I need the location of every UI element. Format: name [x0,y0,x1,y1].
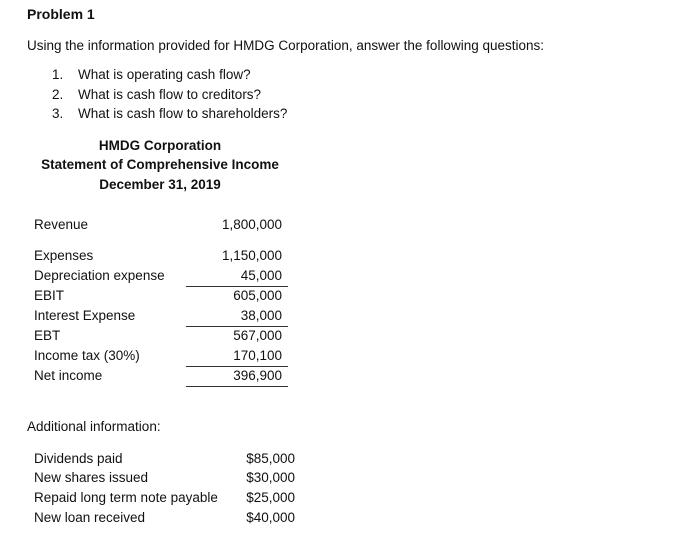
question-text: What is cash flow to shareholders? [78,106,288,121]
row-label: Depreciation expense [34,268,165,283]
row-value: 396,900 [233,368,282,383]
question-text: What is cash flow to creditors? [78,87,262,102]
row-value: 45,000 [240,268,282,283]
row-value: 170,100 [233,348,282,363]
additional-value: $25,000 [246,490,295,505]
problem-intro: Using the information provided for HMDG Corporation, answer the following questions: [27,38,545,53]
additional-label: New loan received [34,510,146,525]
additional-value: $30,000 [246,470,295,485]
row-value: 605,000 [233,288,282,303]
subtotal-rule [186,366,288,367]
row-label: Income tax (30%) [34,348,140,363]
row-value: 1,800,000 [221,217,282,232]
question-number: 2. [52,87,64,102]
question-number: 1. [52,67,64,82]
subtotal-rule [186,326,288,327]
problem-title: Problem 1 [27,6,95,22]
statement-date: December 31, 2019 [99,177,221,192]
row-value: 1,150,000 [221,248,282,263]
question-number: 3. [52,106,64,121]
row-value: 567,000 [233,328,282,343]
row-label: Revenue [34,217,89,232]
additional-value: $85,000 [246,451,295,466]
row-label: Expenses [34,248,94,263]
total-rule [186,386,288,387]
statement-company: HMDG Corporation [98,138,222,153]
additional-label: Dividends paid [34,451,123,466]
question-text: What is operating cash flow? [78,67,251,82]
row-label: EBIT [34,288,65,303]
additional-label: New shares issued [34,470,149,485]
subtotal-rule [186,286,288,287]
additional-value: $40,000 [246,510,295,525]
additional-label: Repaid long term note payable [34,490,218,505]
row-label: EBT [34,328,61,343]
row-label: Net income [34,368,103,383]
statement-title: Statement of Comprehensive Income [41,157,279,172]
row-value: 38,000 [240,308,282,323]
row-label: Interest Expense [34,308,136,323]
additional-heading: Additional information: [27,419,161,434]
